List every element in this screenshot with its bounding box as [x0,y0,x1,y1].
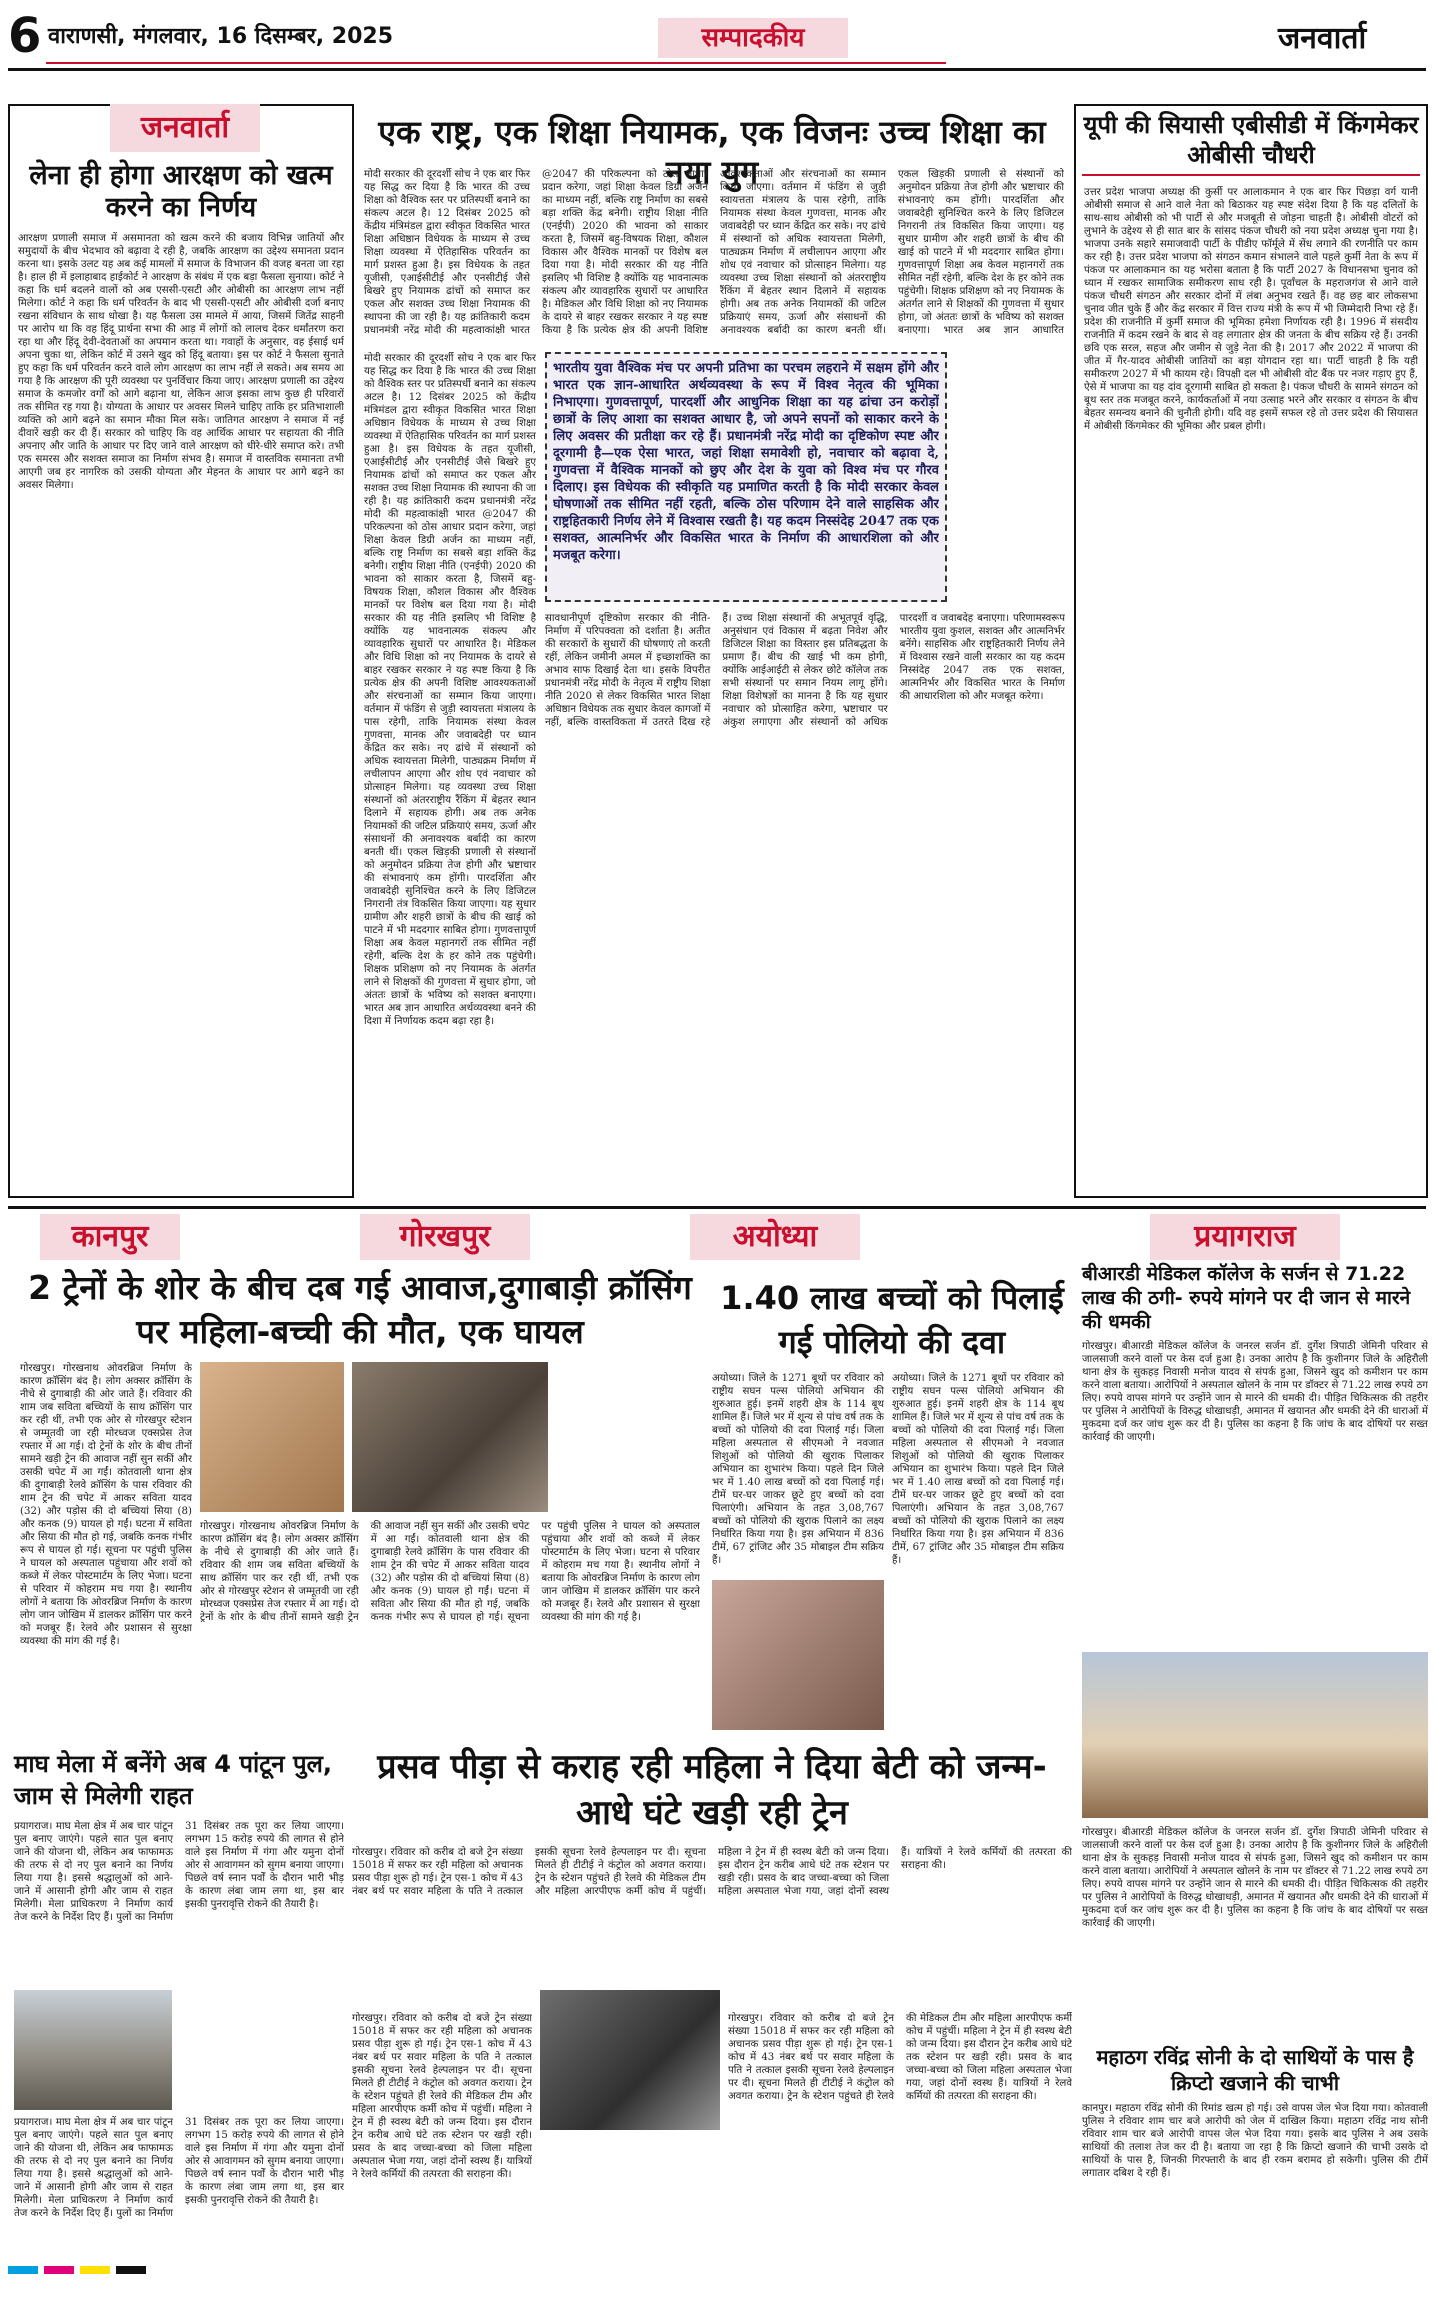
story-brd [1082,1262,1428,2262]
story-train-body: गोरखपुर। गोरखनाथ ओवरब्रिज निर्माण के कारण क्रॉसिंग बंद है। लोग अक्सर क्रॉसिंग के नीचे से दुगाबाड़ी की ओर जाते हैं। रविवार की शाम जब सविता बच्चियों के साथ क्रॉसिंग पार कर रही थीं, तभी एक ओर से गोरखपुर स्टेशन से जम्मूतवी जा रही मोरध्वज एक्सप्रेस तेज रफ्तार में आ गई। दो ट्रेनों के शोर के बीच तीनों सामने खड़ी ट्रेन की आवाज नहीं सुन सकीं और उसकी चपेट में आ गईं। कोतवाली थाना क्षेत्र की दुगाबाड़ी रेलवे क्रॉसिंग के पास रविवार की शाम ट्रेन की चपेट में आकर सविता यादव (32) और पड़ोस की दो बच्चियां सिया (8) और कनक (9) घायल हो गईं। घटना में सविता और सिया की मौत हो गई, जबकि कनक गंभीर रूप से घायल हो गई। सूचना पर पहुंची पुलिस ने घायल को अस्पताल पहुंचाया और शवों को कब्जे में लेकर पोस्टमार्टम के लिए भेजा। घटना से परिवार में कोहराम मच गया है। स्थानीय लोगों ने बताया कि ओवरब्रिज निर्माण के कारण लोग जान जोखिम में डालकर क्रॉसिंग पार करने को मजबूर हैं। रेलवे और प्रशासन से सुरक्षा व्यवस्था की मांग की गई है। [200,1521,700,1623]
tab-prayagraj: प्रयागराज [1150,1214,1340,1260]
paper-name: जनवार्ता [1278,21,1367,56]
story-birth-body-more-left: गोरखपुर। रविवार को करीब दो बजे ट्रेन संख्या 15018 में सफर कर रही महिला को अचानक प्रसव पीड़ा शुरू हो गई। ट्रेन एस-1 कोच में 43 नंबर बर्थ पर सवार महिला के पति ने तत्काल इसकी सूचना रेलवे हेल्पलाइन पर दी। सूचना मिलते ही टीटीई ने कंट्रोल को अवगत कराया। ट्रेन के स्टेशन पहुंचते ही रेलवे की मेडिकल टीम और महिला आरपीएफ कर्मी कोच में पहुंचीं। महिला ने ट्रेन में ही स्वस्थ बेटी को जन्म दिया। इस दौरान ट्रेन करीब आधे घंटे तक स्टेशन पर खड़ी रही। प्रसव के बाद जच्चा-बच्चा को जिला महिला अस्पताल भेजा गया, जहां दोनों स्वस्थ हैं। यात्रियों ने रेलवे कर्मियों की तत्परता की सराहना की। [352,2013,532,2180]
story-pontoon-headline: माघ मेला में बनेंगे अब 4 पांटून पुल, जाम से मिलेगी राहत [14,1750,332,1810]
story-pontoon-body: प्रयागराज। माघ मेला क्षेत्र में अब चार पांटून पुल बनाए जाएंगे। पहले सात पुल बनाए जाने की योजना थी, लेकिन अब फाफामऊ की तरफ से दो नए पुल बनाने का निर्णय लिया गया है। इससे श्रद्धालुओं को आने-जाने में आसानी होगी और जाम से राहत मिलेगी। मेला प्राधिकरण ने निर्माण कार्य तेज करने के निर्देश दिए हैं। पुलों का निर्माण 31 दिसंबर तक पूरा कर लिया जाएगा। लगभग 15 करोड़ रुपये की लागत से होने वाले इस निर्माण में गंगा और यमुना दोनों ओर से आवागमन को सुगम बनाया जाएगा। पिछले वर्ष स्नान पर्वों के दौरान भारी भीड़ के कारण लंबा जाम लगा था, इस बार इसकी पुनरावृत्ति रोकने की तैयारी है। [14,1821,344,1923]
dateline: वाराणसी, मंगलवार, 16 दिसम्बर, 2025 [48,24,394,49]
story-birth-body-more: गोरखपुर। रविवार को करीब दो बजे ट्रेन संख्या 15018 में सफर कर रही महिला को अचानक प्रसव पीड़ा शुरू हो गई। ट्रेन एस-1 कोच में 43 नंबर बर्थ पर सवार महिला के पति ने तत्काल इसकी सूचना रेलवे हेल्पलाइन पर दी। सूचना मिलते ही टीटीई ने कंट्रोल को अवगत कराया। ट्रेन के स्टेशन पहुंचते ही रेलवे की मेडिकल टीम और महिला आरपीएफ कर्मी कोच में पहुंचीं। महिला ने ट्रेन में ही स्वस्थ बेटी को जन्म दिया। इस दौरान ट्रेन करीब आधे घंटे तक स्टेशन पर खड़ी रही। प्रसव के बाद जच्चा-बच्चा को जिला महिला अस्पताल भेजा गया, जहां दोनों स्वस्थ हैं। यात्रियों ने रेलवे कर्मियों की तत्परता की सराहना की। [728,2013,1072,2102]
story-polio-headline: 1.40 लाख बच्चों को पिलाई गई पोलियो की दवा [720,1279,1064,1361]
train-station-photo [540,1990,720,2130]
editorial-left [8,104,354,1198]
tab-ayodhya: अयोध्या [690,1214,860,1260]
accident-site-photo [352,1362,548,1512]
editorial-right-headline: यूपी की सियासी एबीसीडी में किंगमेकर ओबीसी चौधरी [1082,110,1420,176]
masthead [8,6,1426,71]
story-polio-body-col1: अयोध्या। जिले के 1271 बूथों पर रविवार को राष्ट्रीय सघन पल्स पोलियो अभियान की शुरुआत हुई। इनमें शहरी क्षेत्र के 114 बूथ शामिल हैं। जिले भर में शून्य से पांच वर्ष तक के बच्चों को पोलियो की दवा पिलाई गई। जिला महिला अस्पताल से सीएमओ ने नवजात शिशुओं को पोलियो की खुराक पिलाकर अभियान का शुभारंभ किया। पहले दिन जिले भर में 1.40 लाख बच्चों को दवा पिलाई गई। टीमें घर-घर जाकर छूटे हुए बच्चों को दवा पिलाएंगी। अभियान के तहत 3,08,767 बच्चों को पोलियो की खुराक पिलाने का लक्ष्य निर्धारित किया गया है। इस अभियान में 836 टीमें, 67 ट्रांजिट और 35 मोबाइल टीम सक्रिय हैं। [712,1373,884,1566]
pullquote-box [545,352,947,602]
story-mahathag-headline: महाठग रविंद्र सोनी के दो साथियों के पास है क्रिप्टो खजाने की चाभी [1096,2045,1414,2095]
section-divider [8,1206,1426,1209]
editorial-right [1074,104,1428,1198]
victim-photo [200,1362,344,1512]
color-registration-strip [8,2266,1426,2274]
page-number: 6 [8,8,42,64]
editorial-main-body-after: सावधानीपूर्ण दृष्टिकोण सरकार की नीति-निर्माण में परिपक्वता को दर्शाता है। अतीत की सरकारों के सुधारों की घोषणाएं तो करती रहीं, लेकिन जमीनी अमल में इच्छाशक्ति का अभाव साफ दिखाई देता था। इसके विपरीत प्रधानमंत्री नरेंद्र मोदी के नेतृत्व में राष्ट्रीय शिक्षा नीति 2020 से लेकर विकसित भारत शिक्षा अधिष्ठान विधेयक तक सुधार केवल कागजों में नहीं, बल्कि वास्तविकता में उतरते दिख रहे हैं। उच्च शिक्षा संस्थानों की अभूतपूर्व वृद्धि, अनुसंधान एवं विकास में बढ़ता निवेश और डिजिटल शिक्षा का विस्तार इस प्रतिबद्धता के प्रमाण हैं। बीच की खाई भी कम होगी, क्योंकि आईआईटी से लेकर छोटे कॉलेज तक सभी संस्थानों पर समान नियम लागू होंगे। शिक्षा विशेषज्ञों का मानना है कि यह सुधार नवाचार को प्रोत्साहित करेगा, भ्रष्टाचार पर अंकुश लगाएगा और संस्थानों को अधिक पारदर्शी व जवाबदेह बनाएगा। परिणामस्वरूप भारतीय युवा कुशल, सशक्त और आत्मनिर्भर बनेंगे। साहसिक और राष्ट्रहितकारी निर्णय लेने में विश्वास रखने वाली सरकार का यह कदम निस्संदेह 2047 तक एक सशक्त, आत्मनिर्भर और विकसित भारत के निर्माण की आधारशिला को और मजबूत करेगा। [545,613,1065,728]
story-brd-body: गोरखपुर। बीआरडी मेडिकल कॉलेज के जनरल सर्जन डॉ. दुर्गेश त्रिपाठी जेमिनी परिवार से जालसाजी करने वालों पर केस दर्ज हुआ है। उनका आरोप है कि कुशीनगर जिले के अहिरौली थाना क्षेत्र के सुकहड़ निवासी मनोज यादव से संपर्क हुआ, जिसने खुद को कमीशन पर काम करने वाला बताया। आरोपियों ने अस्पताल खोलने के नाम पर डॉक्टर से 71.22 लाख रुपये ठग लिए। रुपये वापस मांगने पर उन्होंने जान से मारने की धमकी दी। पीड़ित चिकित्सक की तहरीर पर पुलिस ने आरोपियों के विरुद्ध धोखाधड़ी, अमानत में खयानत और धमकी देने की धाराओं में मुकदमा दर्ज कर जांच शुरू कर दी है। पुलिस का कहना है कि जांच के बाद दोषियों पर सख्त कार्रवाई की जाएगी। [1082,1341,1428,1443]
story-pontoon-body-more: प्रयागराज। माघ मेला क्षेत्र में अब चार पांटून पुल बनाए जाएंगे। पहले सात पुल बनाए जाने की योजना थी, लेकिन अब फाफामऊ की तरफ से दो नए पुल बनाने का निर्णय लिया गया है। इससे श्रद्धालुओं को आने-जाने में आसानी होगी और जाम से राहत मिलेगी। मेला प्राधिकरण ने निर्माण कार्य तेज करने के निर्देश दिए हैं। पुलों का निर्माण 31 दिसंबर तक पूरा कर लिया जाएगा। लगभग 15 करोड़ रुपये की लागत से होने वाले इस निर्माण में गंगा और यमुना दोनों ओर से आवागमन को सुगम बनाया जाएगा। पिछले वर्ष स्नान पर्वों के दौरान भारी भीड़ के कारण लंबा जाम लगा था, इस बार इसकी पुनरावृत्ति रोकने की तैयारी है। [14,2117,344,2219]
story-train-headline: 2 ट्रेनों के शोर के बीच दब गई आवाज,दुगाबाड़ी क्रॉसिंग पर महिला-बच्ची की मौत, एक घायल [28,1268,692,1351]
editorial-right-body: उत्तर प्रदेश भाजपा अध्यक्ष की कुर्सी पर आलाकमान ने एक बार फिर पिछड़ा वर्ग यानी ओबीसी समाज से आने वाले नेता को बिठाकर यह स्पष्ट संदेश दिया है कि यह दलितों के साथ-साथ ओबीसी को भी पार्टी से और मजबूती से जोड़ना चाहती है। ओबीसी वोटरों को लुभाने के उद्देश्य से ही सात बार के सांसद पंकज चौधरी को नया प्रदेश अध्यक्ष चुना गया है। भाजपा उनके सहारे समाजवादी पार्टी के पीडीए फॉर्मूले में सेंध लगाने की रणनीति पर काम कर रही है। उत्तर प्रदेश भाजपा को संगठन कमान संभालने वाले पहले कुर्मी नेता के रूप में पंकज पर आलाकमान का यह भरोसा बताता है कि पार्टी 2027 के विधानसभा चुनाव को ध्यान में रखकर सामाजिक समीकरण साध रही है। पूर्वांचल के महराजगंज से आने वाले पंकज चौधरी संगठन और सरकार दोनों में लंबा अनुभव रखते हैं। वह छह बार लोकसभा चुनाव जीत चुके हैं और केंद्र सरकार में वित्त राज्य मंत्री के रूप में भी जिम्मेदारी निभा रहे हैं। प्रदेश की राजनीति में कुर्मी समाज की भूमिका हमेशा निर्णायक रही है। 1996 में संसदीय राजनीति में कदम रखने के बाद से वह लगातार क्षेत्र की जनता के बीच सक्रिय रहे हैं। उनकी छवि एक सरल, सहज और जमीन से जुड़े नेता की है। 2017 और 2022 में भाजपा की जीत में गैर-यादव ओबीसी जातियों का बड़ा योगदान रहा था। पार्टी चाहती है कि यही समीकरण 2027 में भी कायम रहे। विपक्षी दल भी ओबीसी वोट बैंक पर नजर गड़ाए हुए हैं, ऐसे में भाजपा का यह दांव दूरगामी साबित हो सकता है। पंकज चौधरी के सामने संगठन को बूथ स्तर तक मजबूत करने, कार्यकर्ताओं में नया उत्साह भरने और सरकार व संगठन के बीच बेहतर समन्वय बनाने की चुनौती होगी। यदि वह इसमें सफल रहे तो उत्तर प्रदेश की सियासत में ओबीसी किंगमेकर की भूमिका और प्रबल होगी। [1084,187,1418,432]
editorial-tab: जनवार्ता [110,104,260,152]
story-brd-body-more: गोरखपुर। बीआरडी मेडिकल कॉलेज के जनरल सर्जन डॉ. दुर्गेश त्रिपाठी जेमिनी परिवार से जालसाजी करने वालों पर केस दर्ज हुआ है। उनका आरोप है कि कुशीनगर जिले के अहिरौली थाना क्षेत्र के सुकहड़ निवासी मनोज यादव से संपर्क हुआ, जिसने खुद को कमीशन पर काम करने वाला बताया। आरोपियों ने अस्पताल खोलने के नाम पर डॉक्टर से 71.22 लाख रुपये ठग लिए। रुपये वापस मांगने पर उन्होंने जान से मारने की धमकी दी। पीड़ित चिकित्सक की तहरीर पर पुलिस ने आरोपियों के विरुद्ध धोखाधड़ी, अमानत में खयानत और धमकी देने की धाराओं में मुकदमा दर्ज कर जांच शुरू कर दी है। पुलिस का कहना है कि जांच के बाद दोषियों पर सख्त कार्रवाई की जाएगी। [1082,1827,1428,1929]
story-polio-body: अयोध्या। जिले के 1271 बूथों पर रविवार को राष्ट्रीय सघन पल्स पोलियो अभियान की शुरुआत हुई। इनमें शहरी क्षेत्र के 114 बूथ शामिल हैं। जिले भर में शून्य से पांच वर्ष तक के बच्चों को पोलियो की दवा पिलाई गई। जिला महिला अस्पताल से सीएमओ ने नवजात शिशुओं को पोलियो की खुराक पिलाकर अभियान का शुभारंभ किया। पहले दिन जिले भर में 1.40 लाख बच्चों को दवा पिलाई गई। टीमें घर-घर जाकर छूटे हुए बच्चों को दवा पिलाएंगी। अभियान के तहत 3,08,767 बच्चों को पोलियो की खुराक पिलाने का लक्ष्य निर्धारित किया गया है। इस अभियान में 836 टीमें, 67 ट्रांजिट और 35 मोबाइल टीम सक्रिय हैं। [892,1373,1064,1566]
editorial-main-body: मोदी सरकार की दूरदर्शी सोच ने एक बार फिर यह सिद्ध कर दिया है कि भारत की उच्च शिक्षा को वैश्विक स्तर पर प्रतिस्पर्धी बनाने का संकल्प अटल है। 12 दिसंबर 2025 को केंद्रीय मंत्रिमंडल द्वारा स्वीकृत विकसित भारत शिक्षा अधिष्ठान विधेयक के माध्यम से उच्च शिक्षा व्यवस्था में ऐतिहासिक परिवर्तन का मार्ग प्रशस्त हुआ है। इस विधेयक के तहत यूजीसी, एआईसीटीई और एनसीटीई जैसे बिखरे हुए नियामक ढांचों को समाप्त कर एकल और सशक्त उच्च शिक्षा नियामक की स्थापना की जा रही है। यह क्रांतिकारी कदम प्रधानमंत्री नरेंद्र मोदी की महत्वाकांक्षी भारत @2047 की परिकल्पना को ठोस आधार प्रदान करेगा, जहां शिक्षा केवल डिग्री अर्जन का माध्यम नहीं, बल्कि राष्ट्र निर्माण का सबसे बड़ा शक्ति केंद्र बनेगी। राष्ट्रीय शिक्षा नीति (एनईपी) 2020 की भावना को साकार करता है, जिसमें बहु-विषयक शिक्षा, कौशल विकास और वैश्विक मानकों पर विशेष बल दिया गया है। मोदी सरकार की यह नीति इसलिए भी विशिष्ट है क्योंकि यह भावनात्मक संकल्प और व्यावहारिक सुधारों पर आधारित है। मेडिकल और विधि शिक्षा को नए नियामक के दायरे से बाहर रखकर सरकार ने यह स्पष्ट किया है कि प्रत्येक क्षेत्र की अपनी विशिष्ट आवश्यकताओं और संरचनाओं का सम्मान किया जाएगा। वर्तमान में फंडिंग से जुड़ी स्वायत्तता मंत्रालय के पास रहेगी, ताकि नियामक संस्था केवल गुणवत्ता, मानक और जवाबदेही पर ध्यान केंद्रित कर सके। नए ढांचे में संस्थानों को अधिक स्वायत्तता मिलेगी, पाठ्यक्रम निर्माण में लचीलापन आएगा और शोध एवं नवाचार को प्रोत्साहन मिलेगा। यह व्यवस्था उच्च शिक्षा संस्थानों को अंतरराष्ट्रीय रैंकिंग में बेहतर स्थान दिलाने में सहायक होगी। अब तक अनेक नियामकों की जटिल प्रक्रियाएं समय, ऊर्जा और संसाधनों की अनावश्यक बर्बादी का कारण बनती थीं। एकल खिड़की प्रणाली से संस्थानों को अनुमोदन प्रक्रिया तेज होगी और भ्रष्टाचार की संभावनाएं कम होंगी। पारदर्शिता और जवाबदेही सुनिश्चित करने के लिए डिजिटल निगरानी तंत्र विकसित किया जाएगा। यह सुधार ग्रामीण और शहरी छात्रों के बीच की खाई को पाटने में भी मददगार साबित होगा। गुणवत्तापूर्ण शिक्षा अब केवल महानगरों तक सीमित नहीं रहेगी, बल्कि देश के हर कोने तक पहुंचेगी। शिक्षक प्रशिक्षण को नए नियामक के अंतर्गत लाने से शिक्षकों की गुणवत्ता में सुधार होगा, जो अंततः छात्रों के भविष्य को सशक्त बनाएगा। भारत अब ज्ञान आधारित [364,169,1064,336]
story-birth-headline: प्रसव पीड़ा से कराह रही महिला ने दिया बेटी को जन्म- आधे घंटे खड़ी रही ट्रेन [377,1747,1047,1833]
tab-kanpur: कानपुर [40,1214,180,1260]
editorial-main-headline: एक राष्ट्र, एक शिक्षा नियामक, एक विजनः उच्च शिक्षा का नया युग [378,113,1046,191]
pullquote: भारतीय युवा वैश्विक मंच पर अपनी प्रतिभा का परचम लहराने में सक्षम होंगे और भारत एक ज्ञान-आधारित अर्थव्यवस्था के रूप में विश्व नेतृत्व की भूमिका निभाएगा। गुणवत्तापूर्ण, पारदर्शी और आधुनिक शिक्षा का यह ढांचा उन करोड़ों छात्रों के लिए आशा का सशक्त आधार है, जो अपने सपनों को साकार करने के लिए अवसर की प्रतीक्षा कर रहे हैं। प्रधानमंत्री नरेंद्र मोदी का दृष्टिकोण स्पष्ट और दूरगामी है—एक ऐसा भारत, जहां शिक्षा समावेशी हो, नवाचार को बढ़ावा दे, गुणवत्ता में वैश्विक मानकों को छुए और देश के युवा को विश्व मंच पर गौरव दिलाए। इस विधेयक की स्वीकृति यह प्रमाणित करती है कि मोदी सरकार केवल घोषणाओं तक सीमित नहीं रहती, बल्कि ठोस परिणाम देने वाले साहसिक और राष्ट्रहितकारी निर्णय लेने में विश्वास रखती है। यह कदम निस्संदेह 2047 तक एक सशक्त, आत्मनिर्भर और विकसित भारत के निर्माण की आधारशिला को और मजबूत करेगा। [553,361,939,563]
story-mahathag-body: कानपुर। महाठग रविंद्र सोनी की रिमांड खत्म हो गई। उसे वापस जेल भेज दिया गया। कोतवाली पुलिस ने रविवार शाम चार बजे आरोपी को जेल में दाखिल किया। महाठग रविंद्र नाथ सोनी रविवार शाम चार बजे आरोपी वापस जेल भेज दिया गया। इसके बाद पुलिस ने अब उसके साथियों की तलाश तेज कर दी है। बताया जा रहा है कि क्रिप्टो खजाने की चाभी उसके दो साथियों के पास है, जिनकी गिरफ्तारी के बाद ही रकम बरामद हो सकेगी। पुलिस की टीमें लगातार दबिश दे रही हैं। [1082,2103,1428,2179]
section-name: सम्पादकीय [658,18,848,58]
editorial-left-headline: लेना ही होगा आरक्षण को खत्म करने का निर्णय [29,160,333,223]
brd-college-photo [1082,1652,1428,1818]
story-birth-body: गोरखपुर। रविवार को करीब दो बजे ट्रेन संख्या 15018 में सफर कर रही महिला को अचानक प्रसव पीड़ा शुरू हो गई। ट्रेन एस-1 कोच में 43 नंबर बर्थ पर सवार महिला के पति ने तत्काल इसकी सूचना रेलवे हेल्पलाइन पर दी। सूचना मिलते ही टीटीई ने कंट्रोल को अवगत कराया। ट्रेन के स्टेशन पहुंचते ही रेलवे की मेडिकल टीम और महिला आरपीएफ कर्मी कोच में पहुंचीं। महिला ने ट्रेन में ही स्वस्थ बेटी को जन्म दिया। इस दौरान ट्रेन करीब आधे घंटे तक स्टेशन पर खड़ी रही। प्रसव के बाद जच्चा-बच्चा को जिला महिला अस्पताल भेजा गया, जहां दोनों स्वस्थ हैं। यात्रियों ने रेलवे कर्मियों की तत्परता की सराहना की। [352,1847,1072,1897]
polio-drive-photo [712,1580,884,1730]
story-brd-headline: बीआरडी मेडिकल कॉलेज के सर्जन से 71.22 लाख की ठगी- रुपये मांगने पर दी जान से मारने की धमकी [1082,1263,1411,1333]
tab-gorakhpur: गोरखपुर [360,1214,530,1260]
story-train-body-col1: गोरखपुर। गोरखनाथ ओवरब्रिज निर्माण के कारण क्रॉसिंग बंद है। लोग अक्सर क्रॉसिंग के नीचे से दुगाबाड़ी की ओर जाते हैं। रविवार की शाम जब सविता बच्चियों के साथ क्रॉसिंग पार कर रही थीं, तभी एक ओर से गोरखपुर स्टेशन से जम्मूतवी जा रही मोरध्वज एक्सप्रेस तेज रफ्तार में आ गई। दो ट्रेनों के शोर के बीच तीनों सामने खड़ी ट्रेन की आवाज नहीं सुन सकीं और उसकी चपेट में आ गईं। कोतवाली थाना क्षेत्र की दुगाबाड़ी रेलवे क्रॉसिंग के पास रविवार की शाम ट्रेन की चपेट में आकर सविता यादव (32) और पड़ोस की दो बच्चियां सिया (8) और कनक (9) घायल हो गईं। घटना में सविता और सिया की मौत हो गई, जबकि कनक गंभीर रूप से घायल हो गई। सूचना पर पहुंची पुलिस ने घायल को अस्पताल पहुंचाया और शवों को कब्जे में लेकर पोस्टमार्टम के लिए भेजा। घटना से परिवार में कोहराम मच गया है। स्थानीय लोगों ने बताया कि ओवरब्रिज निर्माण के कारण लोग जान जोखिम में डालकर क्रॉसिंग पार करने को मजबूर हैं। रेलवे और प्रशासन से सुरक्षा व्यवस्था की मांग की गई है। [20,1363,192,1647]
editorial-main-side-left: मोदी सरकार की दूरदर्शी सोच ने एक बार फिर यह सिद्ध कर दिया है कि भारत की उच्च शिक्षा को वैश्विक स्तर पर प्रतिस्पर्धी बनाने का संकल्प अटल है। 12 दिसंबर 2025 को केंद्रीय मंत्रिमंडल द्वारा स्वीकृत विकसित भारत शिक्षा अधिष्ठान विधेयक के माध्यम से उच्च शिक्षा व्यवस्था में ऐतिहासिक परिवर्तन का मार्ग प्रशस्त हुआ है। इस विधेयक के तहत यूजीसी, एआईसीटीई और एनसीटीई जैसे बिखरे हुए नियामक ढांचों को समाप्त कर एकल और सशक्त उच्च शिक्षा नियामक की स्थापना की जा रही है। यह क्रांतिकारी कदम प्रधानमंत्री नरेंद्र मोदी की महत्वाकांक्षी भारत @2047 की परिकल्पना को ठोस आधार प्रदान करेगा, जहां शिक्षा केवल डिग्री अर्जन का माध्यम नहीं, बल्कि राष्ट्र निर्माण का सबसे बड़ा शक्ति केंद्र बनेगी। राष्ट्रीय शिक्षा नीति (एनईपी) 2020 की भावना को साकार करता है, जिसमें बहु-विषयक शिक्षा, कौशल विकास और वैश्विक मानकों पर विशेष बल दिया गया है। मोदी सरकार की यह नीति इसलिए भी विशिष्ट है क्योंकि यह भावनात्मक संकल्प और व्यावहारिक सुधारों पर आधारित है। मेडिकल और विधि शिक्षा को नए नियामक के दायरे से बाहर रखकर सरकार ने यह स्पष्ट किया है कि प्रत्येक क्षेत्र की अपनी विशिष्ट आवश्यकताओं और संरचनाओं का सम्मान किया जाएगा। वर्तमान में फंडिंग से जुड़ी स्वायत्तता मंत्रालय के पास रहेगी, ताकि नियामक संस्था केवल गुणवत्ता, मानक और जवाबदेही पर ध्यान केंद्रित कर सके। नए ढांचे में संस्थानों को अधिक स्वायत्तता मिलेगी, पाठ्यक्रम निर्माण में लचीलापन आएगा और शोध एवं नवाचार को प्रोत्साहन मिलेगा। यह व्यवस्था उच्च शिक्षा संस्थानों को अंतरराष्ट्रीय रैंकिंग में बेहतर स्थान दिलाने में सहायक होगी। अब तक अनेक नियामकों की जटिल प्रक्रियाएं समय, ऊर्जा और संसाधनों की अनावश्यक बर्बादी का कारण बनती थीं। एकल खिड़की प्रणाली से संस्थानों को अनुमोदन प्रक्रिया तेज होगी और भ्रष्टाचार की संभावनाएं कम होंगी। पारदर्शिता और जवाबदेही सुनिश्चित करने के लिए डिजिटल निगरानी तंत्र विकसित किया जाएगा। यह सुधार ग्रामीण और शहरी छात्रों के बीच की खाई को पाटने में भी मददगार साबित होगा। गुणवत्तापूर्ण शिक्षा अब केवल महानगरों तक सीमित नहीं रहेगी, बल्कि देश के हर कोने तक पहुंचेगी। शिक्षक प्रशिक्षण को नए नियामक के अंतर्गत लाने से शिक्षकों की गुणवत्ता में सुधार होगा, जो अंततः छात्रों के भविष्य को सशक्त बनाएगा। भारत अब ज्ञान आधारित अर्थव्यवस्था बनने की दिशा में निर्णायक कदम बढ़ा रहा है। [364,353,536,1027]
pontoon-bridge-photo [14,1990,172,2110]
editorial-left-body: आरक्षण प्रणाली समाज में असमानता को खत्म करने की बजाय विभिन्न जातियों और समुदायों के बीच भेदभाव को बढ़ावा दे रही है, जबकि आरक्षण का उद्देश्य समानता प्रदान करना था। इसके उलट यह अब कई मामलों में समाज के विभाजन की वजह बनता जा रहा है। हाल ही में इलाहाबाद हाईकोर्ट ने आरक्षण के संबंध में एक बड़ा फैसला सुनाया। कोर्ट ने कहा कि धर्म बदलने वालों को अब एससी-एसटी और ओबीसी का आरक्षण लाभ नहीं मिलेगा। कोर्ट ने कहा कि धर्म परिवर्तन के बाद भी एससी-एसटी और ओबीसी दर्जा बनाए रखना संविधान के साथ धोखा है। यह फैसला उस मामले में आया, जिसमें जितेंद्र साहनी पर आरोप था कि वह हिंदू प्रार्थना सभा की आड़ में लोगों को लालच देकर धर्मांतरण करा रहा था और हिंदू देवी-देवताओं का अपमान करता था। गवाहों के अनुसार, वह ईसाई धर्म अपना चुका था, लेकिन कोर्ट में उसने खुद को हिंदू बताया। इस पर कोर्ट ने फैसला सुनाते हुए कहा कि धर्म परिवर्तन करने वाले लोग आरक्षण का लाभ नहीं ले सकते। अब समय आ गया है कि आरक्षण की पूरी व्यवस्था पर पुनर्विचार किया जाए। आरक्षण प्रणाली का उद्देश्य समाज के कमजोर वर्गों को आगे बढ़ाना था, लेकिन आज इसका लाभ कुछ ही परिवारों तक सीमित रह गया है। योग्यता के आधार पर अवसर मिलने चाहिए ताकि हर प्रतिभाशाली व्यक्ति को आगे बढ़ने का समान मौका मिल सके। जातिगत आरक्षण ने समाज में नई दीवारें खड़ी कर दी हैं। सरकार को चाहिए कि वह आर्थिक आधार पर सहायता की नीति अपनाए और जाति के आधार पर दिए जाने वाले आरक्षण को धीरे-धीरे समाप्त करे। तभी एक समरस और सशक्त समाज का निर्माण संभव है। समाज में वास्तविक समानता तभी आएगी जब हर नागरिक को उसकी योग्यता और मेहनत के आधार पर आगे बढ़ने का अवसर मिलेगा। [18,233,344,491]
masthead-rule [46,62,946,64]
